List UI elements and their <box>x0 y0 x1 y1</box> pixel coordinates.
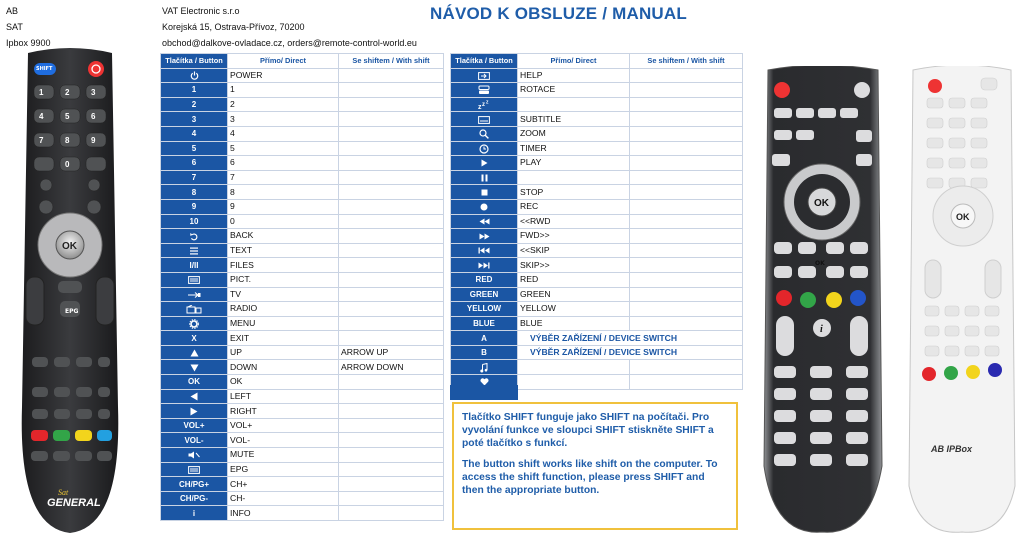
direct-function <box>518 375 630 390</box>
remote-ipbox-black <box>760 66 885 536</box>
shift-function <box>630 272 743 287</box>
direct-function: YELLOW <box>518 302 630 317</box>
key-label: 10 <box>161 214 228 229</box>
table-row <box>161 331 444 346</box>
direct-function: PICT. <box>228 272 339 287</box>
col-button-header: Tlačítka / Button <box>451 54 518 69</box>
back-icon <box>161 229 228 244</box>
svg-text:8: 8 <box>65 136 70 145</box>
shift-note-en: The button shift works like shift on the computer. To access the shift function, please press SHIFT and then the appropriate button. <box>462 459 718 496</box>
shift-function <box>339 272 444 287</box>
direct-function: MENU <box>228 316 339 331</box>
table-row <box>161 491 444 506</box>
table-row <box>161 243 444 258</box>
shift-function <box>339 287 444 302</box>
table-row <box>161 404 444 419</box>
shift-function <box>630 287 743 302</box>
next-icon <box>451 258 518 273</box>
direct-function: REC <box>518 199 630 214</box>
shift-function <box>630 97 743 112</box>
table-row <box>451 68 743 83</box>
table-row <box>451 331 743 346</box>
key-label: OK <box>161 375 228 390</box>
table-filler <box>450 385 518 400</box>
table-row <box>451 258 743 273</box>
direct-function: RIGHT <box>228 404 339 419</box>
key-label: GREEN <box>451 287 518 302</box>
shift-function <box>630 126 743 141</box>
epg-icon <box>161 462 228 477</box>
table-row <box>161 214 444 229</box>
table-row <box>161 375 444 390</box>
table-row <box>161 170 444 185</box>
shift-function <box>339 389 444 404</box>
up-icon <box>161 345 228 360</box>
table-row <box>161 287 444 302</box>
rwd-icon <box>451 214 518 229</box>
direct-function: FWD>> <box>518 229 630 244</box>
table-row <box>451 316 743 331</box>
shift-function <box>630 360 743 375</box>
svg-text:4: 4 <box>39 112 44 121</box>
key-label: 1 <box>161 83 228 98</box>
shift-function <box>630 229 743 244</box>
direct-function: STOP <box>518 185 630 200</box>
shift-function <box>339 214 444 229</box>
power-icon <box>161 68 228 83</box>
pict-icon <box>161 272 228 287</box>
direct-function <box>518 97 630 112</box>
table-row <box>161 316 444 331</box>
shift-function <box>339 185 444 200</box>
model-label: Ipbox 9900 <box>6 38 51 48</box>
button-map-table-left <box>160 53 444 521</box>
key-label: A <box>451 331 518 346</box>
svg-text:5: 5 <box>65 112 70 121</box>
shift-function <box>630 112 743 127</box>
shift-function <box>339 331 444 346</box>
table-row <box>161 448 444 463</box>
key-label: CH/PG+ <box>161 477 228 492</box>
table-row <box>451 199 743 214</box>
text-icon <box>161 243 228 258</box>
table-row <box>451 185 743 200</box>
svg-text:OK: OK <box>814 198 829 209</box>
svg-text:z: z <box>478 103 482 110</box>
shift-function <box>630 199 743 214</box>
direct-function: VOL- <box>228 433 339 448</box>
left-icon <box>161 389 228 404</box>
fwd-icon <box>451 229 518 244</box>
header-left <box>6 3 51 51</box>
shift-function <box>339 243 444 258</box>
table-row <box>161 112 444 127</box>
key-label: 5 <box>161 141 228 156</box>
shift-function <box>339 316 444 331</box>
table-row <box>161 68 444 83</box>
prev-icon <box>451 243 518 258</box>
table-row <box>161 462 444 477</box>
table-row <box>161 302 444 317</box>
direct-function: 3 <box>228 112 339 127</box>
direct-function: 4 <box>228 126 339 141</box>
col-shift-header: Se shiftem / With shift <box>339 54 444 69</box>
table-row <box>161 477 444 492</box>
key-label: YELLOW <box>451 302 518 317</box>
shift-function <box>630 156 743 171</box>
shift-function <box>339 375 444 390</box>
remote-ipbox-white <box>905 66 1019 536</box>
key-label: B <box>451 345 518 360</box>
direct-function: 1 <box>228 83 339 98</box>
shift-function <box>630 83 743 98</box>
shift-function <box>339 491 444 506</box>
shift-button[interactable]: SHIFT <box>36 66 53 72</box>
table-row <box>161 360 444 375</box>
table-row <box>161 433 444 448</box>
key-label: X <box>161 331 228 346</box>
direct-function: GREEN <box>518 287 630 302</box>
direct-function: EPG <box>228 462 339 477</box>
shift-function <box>339 433 444 448</box>
shift-function <box>339 170 444 185</box>
direct-function: INFO <box>228 506 339 521</box>
direct-function: ZOOM <box>518 126 630 141</box>
direct-function: BACK <box>228 229 339 244</box>
shift-function <box>339 477 444 492</box>
zoom-icon <box>451 126 518 141</box>
shift-function <box>339 229 444 244</box>
direct-function: RADIO <box>228 302 339 317</box>
radio-icon <box>161 302 228 317</box>
direct-function: TV <box>228 287 339 302</box>
key-label: 3 <box>161 112 228 127</box>
rotate-icon <box>451 83 518 98</box>
svg-text:2: 2 <box>65 88 70 97</box>
svg-text:6: 6 <box>91 112 96 121</box>
shift-function <box>630 302 743 317</box>
shift-function <box>630 170 743 185</box>
shift-function <box>630 185 743 200</box>
pause-icon <box>451 170 518 185</box>
direct-function: 8 <box>228 185 339 200</box>
direct-function: LEFT <box>228 389 339 404</box>
direct-function: TEXT <box>228 243 339 258</box>
shift-function <box>339 199 444 214</box>
direct-function: 0 <box>228 214 339 229</box>
svg-text:z: z <box>482 101 485 108</box>
direct-function: TIMER <box>518 141 630 156</box>
category-label: SAT <box>6 22 23 32</box>
svg-text:z: z <box>486 99 489 106</box>
header-company <box>162 3 417 51</box>
direct-function: <<SKIP <box>518 243 630 258</box>
table-row <box>451 345 743 360</box>
direct-function: DOWN <box>228 360 339 375</box>
mute-icon <box>161 448 228 463</box>
svg-text:OK: OK <box>62 241 77 252</box>
key-label: 8 <box>161 185 228 200</box>
table-row <box>451 126 743 141</box>
table-row <box>161 185 444 200</box>
direct-function: VÝBĚR ZAŘÍZENÍ / DEVICE SWITCH <box>518 345 743 360</box>
help-icon <box>451 68 518 83</box>
subtitle-icon <box>451 112 518 127</box>
svg-text:9: 9 <box>91 136 96 145</box>
table-row <box>161 258 444 273</box>
shift-function <box>339 418 444 433</box>
key-label: 7 <box>161 170 228 185</box>
shift-function: ARROW DOWN <box>339 360 444 375</box>
company-name: VAT Electronic s.r.o <box>162 6 240 16</box>
shift-function <box>630 316 743 331</box>
shift-function <box>339 126 444 141</box>
table-row <box>161 83 444 98</box>
shift-function <box>339 462 444 477</box>
page-title: NÁVOD K OBSLUZE / MANUAL <box>430 4 687 23</box>
table-row <box>451 360 743 375</box>
key-label: 4 <box>161 126 228 141</box>
info-key-label: i <box>820 324 823 335</box>
table-row <box>161 97 444 112</box>
table-row <box>451 272 743 287</box>
table-row <box>451 97 743 112</box>
mid-ok-caption: OK <box>815 260 825 267</box>
direct-function: RED <box>518 272 630 287</box>
table-row <box>451 112 743 127</box>
zzz-icon <box>451 97 518 112</box>
table-row <box>451 214 743 229</box>
key-label: CH/PG- <box>161 491 228 506</box>
direct-function: EXIT <box>228 331 339 346</box>
direct-function: 7 <box>228 170 339 185</box>
down-icon <box>161 360 228 375</box>
direct-function: PLAY <box>518 156 630 171</box>
table-row <box>451 243 743 258</box>
shift-function <box>339 156 444 171</box>
direct-function: SUBTITLE <box>518 112 630 127</box>
key-label: 6 <box>161 156 228 171</box>
remote-general <box>18 47 122 535</box>
direct-function: ROTACE <box>518 83 630 98</box>
table-row <box>451 287 743 302</box>
shift-function <box>630 141 743 156</box>
svg-text:0: 0 <box>65 160 70 169</box>
col-button-header: Tlačítka / Button <box>161 54 228 69</box>
direct-function <box>518 360 630 375</box>
direct-function: POWER <box>228 68 339 83</box>
direct-function: HELP <box>518 68 630 83</box>
timer-icon <box>451 141 518 156</box>
table-row <box>161 389 444 404</box>
shift-note-cz: Tlačítko SHIFT funguje jako SHIFT na počítači. Pro vyvolání funkce ve sloupci SHIFT stiskněte SHIFT a poté tlačítko s funkcí. <box>462 412 714 449</box>
key-label: RED <box>451 272 518 287</box>
key-label: BLUE <box>451 316 518 331</box>
key-label: VOL+ <box>161 418 228 433</box>
key-label: i <box>161 506 228 521</box>
direct-function <box>518 170 630 185</box>
right-icon <box>161 404 228 419</box>
brand-general-text: GENERAL <box>47 497 101 509</box>
direct-function: 9 <box>228 199 339 214</box>
direct-function: OK <box>228 375 339 390</box>
direct-function: 5 <box>228 141 339 156</box>
table-row <box>451 156 743 171</box>
col-direct-header: Přímo/ Direct <box>518 54 630 69</box>
shift-function <box>339 141 444 156</box>
col-shift-header: Se shiftem / With shift <box>630 54 743 69</box>
shift-function <box>339 302 444 317</box>
direct-function: CH+ <box>228 477 339 492</box>
brand-sat-text: Sat <box>58 488 69 497</box>
direct-function: 6 <box>228 156 339 171</box>
table-row <box>161 418 444 433</box>
shift-function: ARROW UP <box>339 345 444 360</box>
key-label: 9 <box>161 199 228 214</box>
menu-icon <box>161 316 228 331</box>
direct-function: FILES <box>228 258 339 273</box>
direct-function: VOL+ <box>228 418 339 433</box>
shift-function <box>630 258 743 273</box>
direct-function: 2 <box>228 97 339 112</box>
shift-note-box <box>452 402 738 530</box>
key-label: I/II <box>161 258 228 273</box>
table-row <box>451 229 743 244</box>
svg-text:3: 3 <box>91 88 96 97</box>
key-label: 2 <box>161 97 228 112</box>
epg-button[interactable]: EPG <box>65 308 79 315</box>
table-row <box>161 229 444 244</box>
music-icon <box>451 360 518 375</box>
remote-general-body <box>18 47 122 535</box>
table-row <box>161 272 444 287</box>
table-row <box>161 506 444 521</box>
shift-function <box>630 243 743 258</box>
shift-function <box>630 214 743 229</box>
shift-function <box>630 68 743 83</box>
col-direct-header: Přímo/ Direct <box>228 54 339 69</box>
company-address: Korejská 15, Ostrava-Přívoz, 70200 <box>162 22 305 32</box>
table-row <box>451 141 743 156</box>
shift-function <box>339 68 444 83</box>
shift-function <box>339 404 444 419</box>
svg-text:7: 7 <box>39 136 44 145</box>
svg-text:OK: OK <box>956 212 970 222</box>
rec-icon <box>451 199 518 214</box>
button-map-table-right <box>450 53 743 390</box>
digit-1: 1 <box>39 88 44 97</box>
direct-function: <<RWD <box>518 214 630 229</box>
direct-function: SKIP>> <box>518 258 630 273</box>
tv-icon <box>161 287 228 302</box>
table-row <box>451 170 743 185</box>
table-row <box>161 199 444 214</box>
shift-function <box>339 506 444 521</box>
direct-function: UP <box>228 345 339 360</box>
shift-function <box>630 375 743 390</box>
shift-function <box>339 112 444 127</box>
table-row <box>451 302 743 317</box>
white-remote-brand: AB IPBox <box>931 444 973 454</box>
direct-function: MUTE <box>228 448 339 463</box>
table-row <box>451 83 743 98</box>
shift-function <box>339 97 444 112</box>
company-emails[interactable]: obchod@dalkove-ovladace.cz, orders@remote-control-world.eu <box>162 38 417 48</box>
table-row <box>161 345 444 360</box>
table-row <box>161 126 444 141</box>
shift-function <box>339 83 444 98</box>
key-label: VOL- <box>161 433 228 448</box>
table-row <box>161 141 444 156</box>
direct-function: VÝBĚR ZAŘÍZENÍ / DEVICE SWITCH <box>518 331 743 346</box>
stop-icon <box>451 185 518 200</box>
play-icon <box>451 156 518 171</box>
brand-label: AB <box>6 6 19 16</box>
shift-function <box>339 448 444 463</box>
shift-function <box>339 258 444 273</box>
direct-function: BLUE <box>518 316 630 331</box>
table-row <box>161 156 444 171</box>
direct-function: CH- <box>228 491 339 506</box>
